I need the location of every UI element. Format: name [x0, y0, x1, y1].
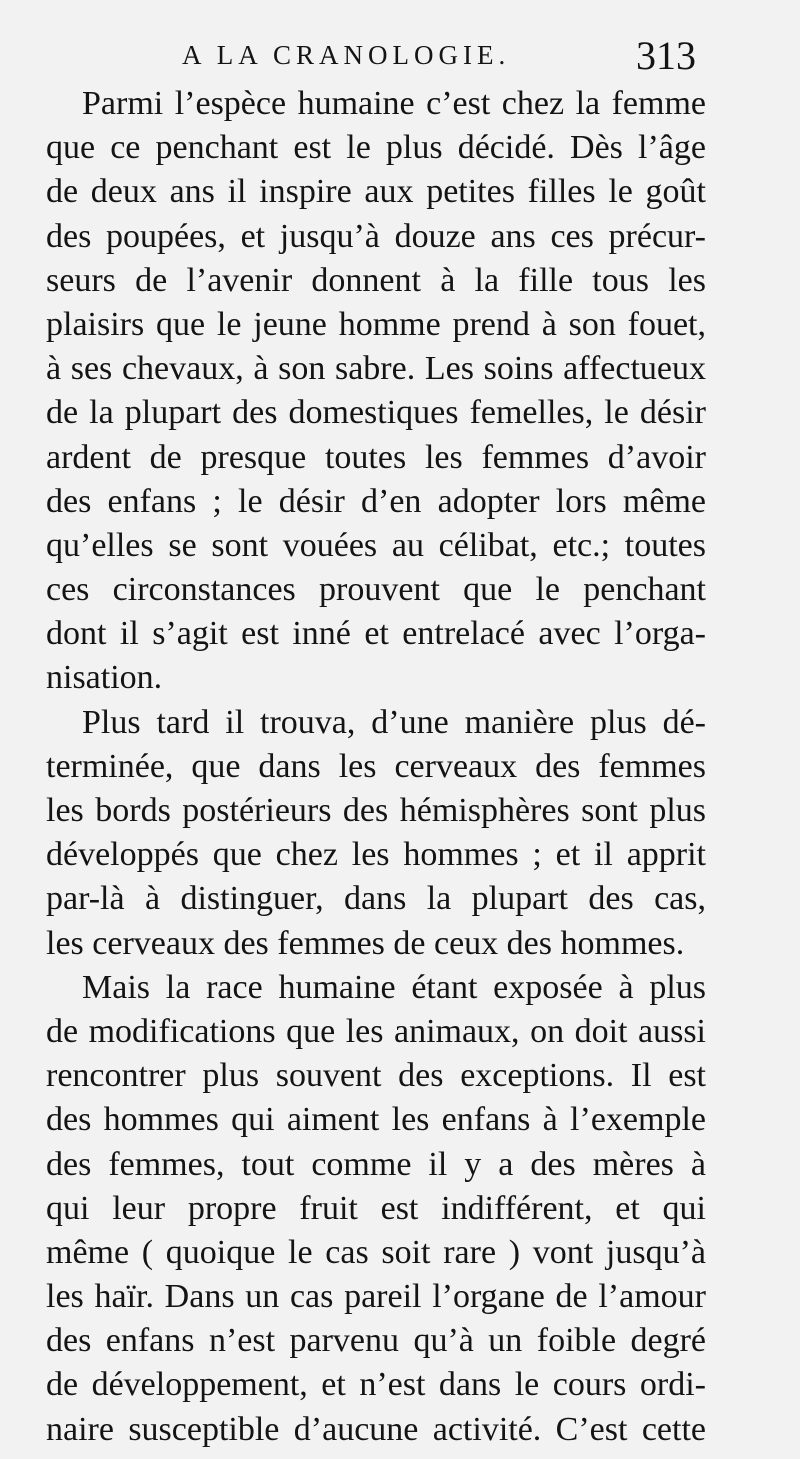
- text-line: de développement, et n’est dans le cours ordi-: [46, 1366, 706, 1404]
- text-line: qu’elles se sont vouées au célibat, etc.; toutes: [46, 526, 706, 564]
- text-line: rencontrer plus souvent des exceptions. Il est: [46, 1057, 706, 1095]
- text-line: de modifications que les animaux, on doit aussi: [46, 1012, 706, 1050]
- text-line: ces circonstances prouvent que le penchant: [46, 571, 706, 609]
- text-line: qui leur propre fruit est indifférent, et qui: [46, 1189, 706, 1227]
- text-line: plaisirs que le jeune homme prend à son fouet,: [46, 305, 706, 343]
- running-head: [0, 33, 800, 82]
- text-line: nisation.: [46, 659, 163, 697]
- paragraph-2: [46, 701, 706, 966]
- running-title: A LA CRANOLOGIE.: [182, 40, 511, 70]
- text-line: Mais la race humaine étant exposée à plus: [82, 968, 706, 1006]
- text-line: terminée, que dans les cerveaux des femmes: [46, 747, 706, 785]
- body-text: [46, 82, 706, 1452]
- text-line: des enfans ; le désir d’en adopter lors même: [46, 482, 706, 520]
- text-line: ardent de presque toutes les femmes d’avoir: [46, 438, 706, 476]
- paragraph-3: [46, 966, 706, 1452]
- page-number: 313: [636, 33, 696, 78]
- text-line: de la plupart des domestiques femelles, le désir: [46, 394, 706, 432]
- text-line: les bords postérieurs des hémisphères sont plus: [46, 792, 706, 829]
- text-line: que ce penchant est le plus décidé. Dès l’âge: [46, 129, 706, 167]
- text-line: des enfans n’est parvenu qu’à un foible degré: [46, 1322, 706, 1360]
- text-line: les cerveaux des femmes de ceux des hommes.: [46, 924, 685, 962]
- text-line: des hommes qui aiment les enfans à l’exemple: [46, 1101, 706, 1139]
- text-line: Plus tard il trouva, d’une manière plus dé-: [82, 703, 706, 741]
- text-line: des femmes, tout comme il y a des mères à: [46, 1145, 706, 1183]
- text-line: dont il s’agit est inné et entrelacé avec l’orga-: [46, 615, 706, 653]
- text-line: naire susceptible d’aucune activité. C’est cette: [46, 1410, 706, 1448]
- text-line: de deux ans il inspire aux petites filles le goût: [46, 173, 706, 211]
- text-line: développés que chez les hommes ; et il apprit: [46, 836, 706, 874]
- text-line: Parmi l’espèce humaine c’est chez la femme: [82, 85, 706, 122]
- text-line: à ses chevaux, à son sabre. Les soins affectueux: [46, 350, 706, 388]
- text-line: même ( quoique le cas soit rare ) vont jusqu’à: [46, 1233, 706, 1271]
- text-line: seurs de l’avenir donnent à la fille tous les: [46, 261, 706, 299]
- text-line: les haïr. Dans un cas pareil l’organe de l’amour: [46, 1278, 706, 1316]
- text-line: par-là à distinguer, dans la plupart des cas,: [46, 880, 706, 918]
- paragraph-1: [46, 82, 706, 701]
- text-line: des poupées, et jusqu’à douze ans ces précur-: [46, 217, 706, 255]
